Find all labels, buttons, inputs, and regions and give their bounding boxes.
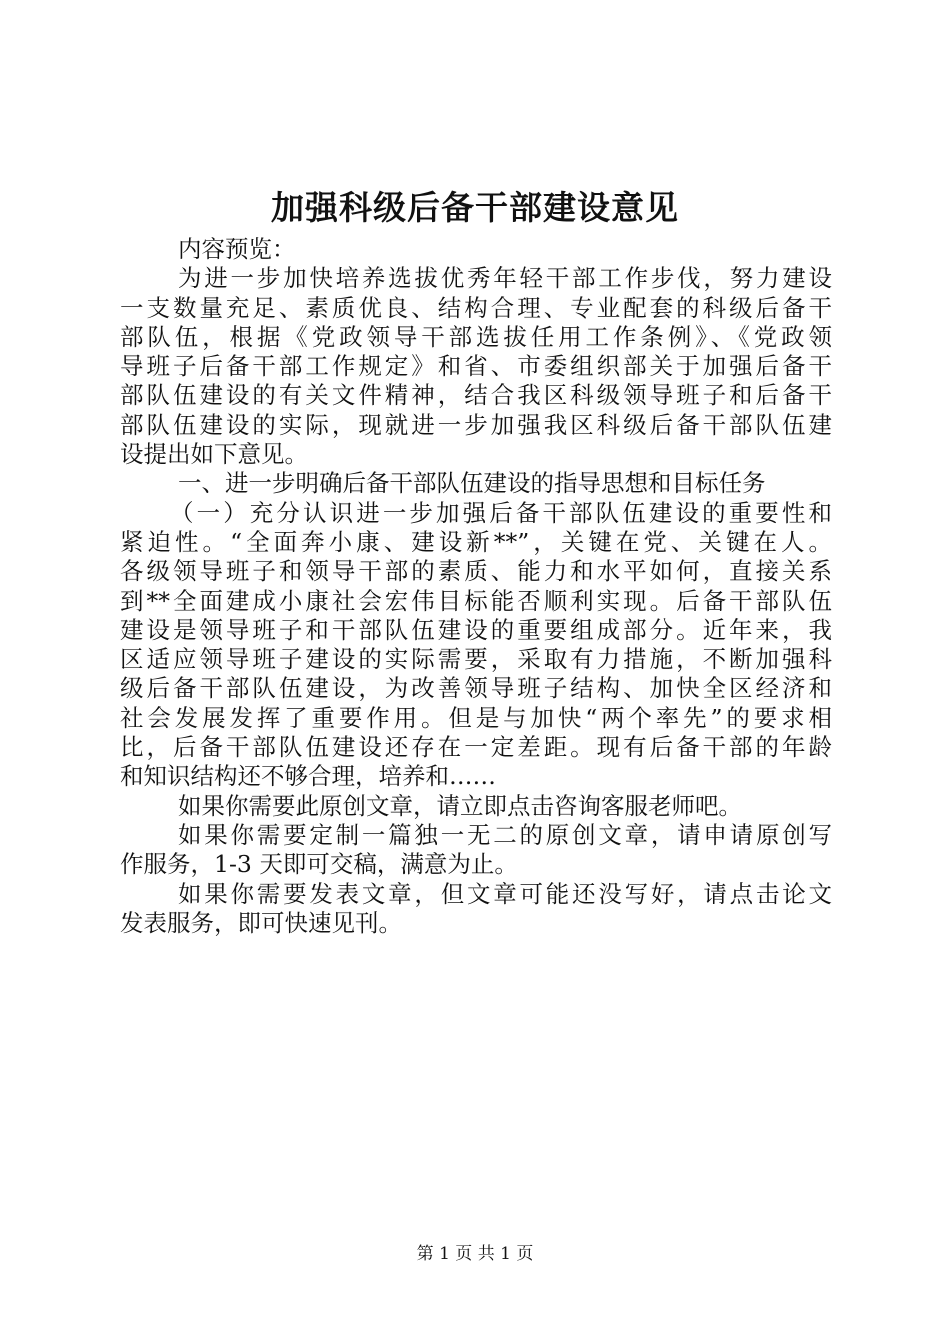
document-body	[120, 235, 832, 938]
service-note: 发表服务，即可快速见刊。	[120, 908, 402, 937]
paragraph-line: 区适应领导班子建设的实际需要，采取有力措施，不断加强科	[120, 645, 832, 674]
paragraph-line: 部队伍，根据《党政领导干部选拔任用工作条例》、《党政领	[120, 322, 832, 351]
paragraph-line: 设提出如下意见。	[120, 440, 308, 469]
paragraph-line: 导班子后备干部工作规定》和省、市委组织部关于加强后备干	[120, 352, 832, 381]
service-note: 作服务，1-3 天即可交稿，满意为止。	[120, 850, 518, 879]
paragraph-line: 各级领导班子和领导干部的素质、能力和水平如何，直接关系	[120, 557, 832, 586]
paragraph-line: 为进一步加快培养选拔优秀年轻干部工作步伐，努力建设	[178, 264, 832, 293]
paragraph-line: 级后备干部队伍建设，为改善领导班子结构、加快全区经济和	[120, 674, 832, 703]
service-note: 如果你需要此原创文章，请立即点击咨询客服老师吧。	[178, 791, 742, 820]
paragraph-line: 部队伍建设的有关文件精神，结合我区科级领导班子和后备干	[120, 381, 832, 410]
paragraph-line: 到**全面建成小康社会宏伟目标能否顺利实现。后备干部队伍	[120, 586, 832, 615]
paragraph-line: 比，后备干部队伍建设还存在一定差距。现有后备干部的年龄	[120, 733, 832, 762]
section-heading: 一、进一步明确后备干部队伍建设的指导思想和目标任务	[178, 469, 766, 498]
paragraph-line: 部队伍建设的实际，现就进一步加强我区科级后备干部队伍建	[120, 410, 832, 439]
subsection-line: （一）充分认识进一步加强后备干部队伍建设的重要性和	[170, 498, 832, 527]
page-footer: 第 1 页 共 1 页	[416, 1244, 534, 1264]
service-note: 如果你需要发表文章，但文章可能还没写好，请点击论文	[178, 879, 832, 908]
preview-label: 内容预览：	[178, 235, 296, 263]
paragraph-line: 和知识结构还不够合理，培养和……	[120, 762, 496, 791]
paragraph-line: 紧迫性。“全面奔小康、建设新**”，关键在党、关键在人。	[120, 527, 832, 556]
paragraph-line: 社会发展发挥了重要作用。但是与加快“两个率先”的要求相	[120, 703, 832, 732]
service-note: 如果你需要定制一篇独一无二的原创文章，请申请原创写	[178, 820, 832, 849]
document-title: 加强科级后备干部建设意见	[271, 188, 679, 227]
paragraph-line: 一支数量充足、素质优良、结构合理、专业配套的科级后备干	[120, 293, 832, 322]
paragraph-line: 建设是领导班子和干部队伍建设的重要组成部分。近年来，我	[120, 615, 832, 644]
